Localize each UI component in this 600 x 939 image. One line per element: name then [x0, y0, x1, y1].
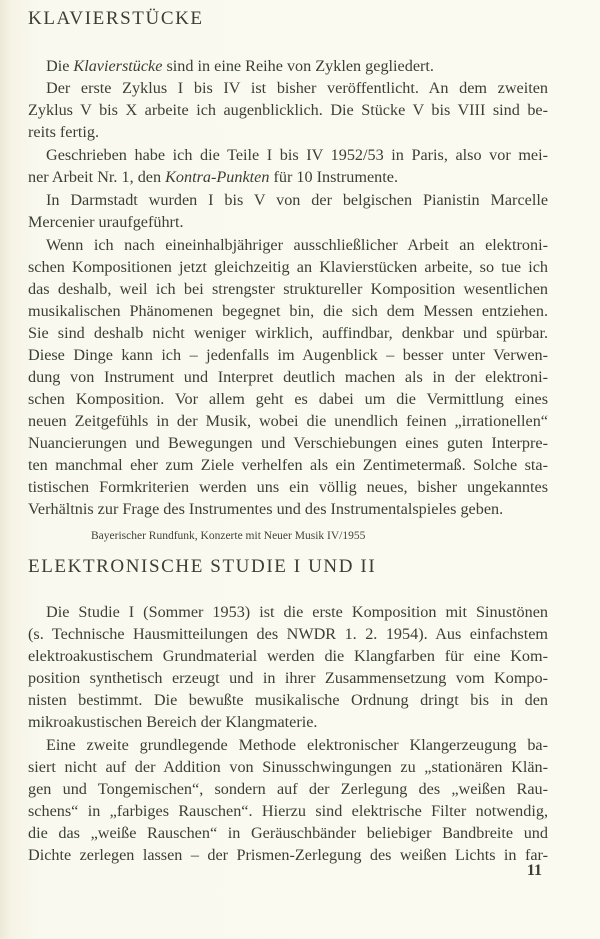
paragraph-line: Diese Dinge kann ich – jedenfalls im Augenblick – besser unter Verwen-	[28, 346, 548, 364]
work-title: Kontra-Punkten	[165, 168, 270, 186]
paragraph-line: neuen Zeitgefühls in der Musik, wobei die unendlich feinen „irrationellen“	[28, 412, 548, 430]
paragraph-line: die das „weiße Rauschen“ in Geräuschbänder beliebiger Bandbreite und	[28, 824, 548, 842]
paragraph-line: schen Komposition. Vor allem geht es dabei um die Vermittlung eines	[28, 390, 548, 408]
paragraph-line: tistischen Formkriterien werden uns ein völlig neues, bisher ungekanntes	[28, 478, 548, 496]
paragraph-line: Dichte zerlegen lassen – der Prismen-Zerlegung des weißen Lichts in far-	[28, 846, 548, 864]
paragraph-line: Der erste Zyklus I bis IV ist bisher veröffentlicht. An dem zweiten	[46, 79, 548, 97]
paragraph-line: Verhältnis zur Frage des Instrumentes und des Instrumentalspieles geben.	[28, 500, 504, 518]
source-citation: Bayerischer Rundfunk, Konzerte mit Neuer Musik IV/1955	[91, 530, 366, 542]
paragraph-line: Mercenier uraufgeführt.	[28, 213, 184, 231]
paragraph-line: reits fertig.	[28, 123, 100, 141]
paragraph-line: (s. Technische Hausmitteilungen des NWDR 1. 2. 1954). Aus einfachstem	[28, 625, 548, 643]
paragraph-line: schen Kompositionen jetzt gleichzeitig an Klavierstücken arbeite, so tue ich	[28, 258, 548, 276]
section-heading-klavierstuecke: KLAVIERSTÜCKE	[28, 8, 204, 29]
paragraph-line: Eine zweite grundlegende Methode elektronischer Klangerzeugung ba-	[46, 736, 548, 754]
paragraph-line: siert nicht auf der Addition von Sinusschwingungen zu „stationären Klän-	[28, 758, 548, 776]
paragraph-line: ten manchmal eher zum Ziele verhelfen als ein Zentimetermaß. Solche sta-	[28, 456, 548, 474]
paragraph-line: Zyklus V bis X arbeite ich augenblicklich. Die Stücke V bis VIII sind be-	[28, 101, 548, 119]
paragraph-line: schens“ in „farbiges Rauschen“. Hierzu sind elektrische Filter notwendig,	[28, 802, 548, 820]
work-title: Klavierstücke	[73, 57, 163, 75]
paragraph-line: Geschrieben habe ich die Teile I bis IV 1952/53 in Paris, also vor mei-	[46, 146, 548, 164]
paragraph-line: ner Arbeit Nr. 1, den Kontra-Punkten für 10 Instrumente.	[28, 168, 399, 186]
paragraph-line: musikalischen Phänomenen begegnet bin, die sich dem Messen entziehen.	[28, 302, 548, 320]
paragraph-line: position synthetisch erzeugt und in ihrer Zusammensetzung vom Kompo-	[28, 669, 548, 687]
paragraph-line: gen und Tongemischen“, sondern auf der Zerlegung des „weißen Rau-	[28, 780, 548, 798]
paragraph-line: Die Klavierstücke sind in eine Reihe von Zyklen gegliedert.	[46, 57, 434, 75]
page-number: 11	[526, 862, 542, 879]
paragraph-line: Sie sind deshalb nicht weniger wirklich, auffindbar, denkbar und spürbar.	[28, 324, 548, 342]
paragraph-line: mikroakustischen Bereich der Klangmaterie.	[28, 713, 318, 731]
section-heading-elektronische-studie: ELEKTRONISCHE STUDIE I UND II	[28, 556, 377, 577]
paragraph-line: das deshalb, weil ich bei strengster struktureller Komposition wesentlichen	[28, 280, 548, 298]
paragraph-line: nisten bestimmt. Die bewußte musikalische Ordnung dringt bis in den	[28, 691, 548, 709]
paragraph-line: In Darmstadt wurden I bis V von der belgischen Pianistin Marcelle	[46, 191, 548, 209]
paragraph-line: Nuancierungen und Bewegungen und Verschiebungen eines guten Interpre-	[28, 434, 548, 452]
paragraph-line: elektroakustischem Grundmaterial werden die Klangfarben für eine Kom-	[28, 647, 548, 665]
paragraph-line: dung von Instrument und Interpret deutlich machen als in der elektroni-	[28, 368, 548, 386]
paragraph-line: Wenn ich nach eineinhalbjähriger ausschließlicher Arbeit an elektroni-	[46, 236, 548, 254]
paragraph-line: Die Studie I (Sommer 1953) ist die erste Komposition mit Sinustönen	[46, 603, 548, 621]
